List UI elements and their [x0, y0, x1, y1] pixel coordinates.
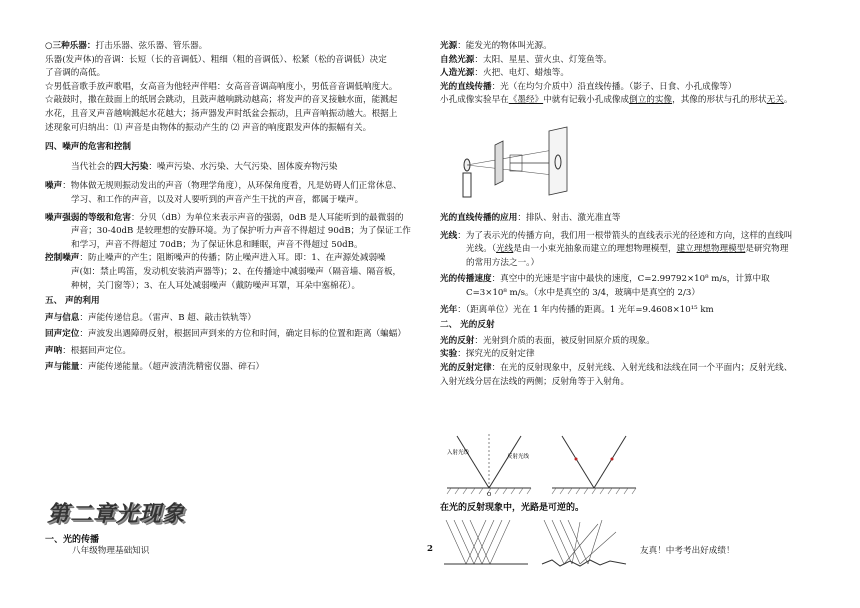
pitch-line-2: 了音调的高低。	[45, 68, 106, 79]
screen	[549, 127, 567, 195]
pitch-line-1: 乐器(发声体)的音调：长短（长的音调低）、粗细（粗的音调低）、松紧（松的音调低）决定	[45, 54, 387, 65]
light-speed-1: 光的传播速度：真空中的光速是宇宙中最快的速度，C=2.99792×10⁸ m/s，计算中取	[440, 274, 770, 285]
light-source: 光源：能发光的物体叫光源。	[440, 41, 552, 51]
footer-left: 八年级物理基础知识	[72, 546, 150, 556]
ray-def-1: 光线：为了表示光的传播方向，我们用一根带箭头的直线表示光的径迹和方向，这样的直线叫	[440, 230, 793, 241]
reflection-law-1: 光的反射定律：在光的反射现象中，反射光线、入射光线和法线在同一个平面内；反射光线、	[440, 362, 793, 373]
chapter-title: 第二章光现象	[47, 501, 186, 527]
control-line-2: 声(如：禁止鸣笛，发动机安装消声器等)；2、在传播途中减弱噪声（隔音墙、隔音板，	[71, 266, 402, 277]
page-number: 2	[427, 544, 433, 554]
straight-line-uses: 光的直线传播的应用：排队、射击、激光准直等	[440, 213, 621, 223]
drum-line-2: 水花，且音叉声音越响溅起水花越大；扬声器发声时纸盆会振动，且声音响振动越大。根据上	[45, 108, 398, 119]
artificial-source: 人造光源：火把、电灯、蜡烛等。	[440, 68, 569, 79]
reflection-def: 光的反射：光射到介质的表面，被反射回原介质的现象。	[440, 335, 655, 346]
control-line-1: 控制噪声：防止噪声的产生；阻断噪声的传播；防止噪声进入耳。即：1、在声源处减弱噪	[45, 253, 386, 264]
footer-right: 友真！中考考出好成绩！	[640, 546, 735, 556]
diffuse-reflection-diagram	[540, 520, 630, 570]
drum-line-3: 述现象可归纳出：⑴ 声音是由物体的振动产生的 ⑵ 声音的响度跟发声体的振幅有关。	[45, 122, 372, 133]
pinhole-diagram	[455, 125, 585, 205]
reversible-statement: 在光的反射现象中，光路是可逆的。	[440, 503, 585, 513]
use-info: 声与信息：声能传递信息。（雷声、B 超、敲击铁轨等）	[45, 312, 257, 323]
specular-reflection-diagram	[442, 520, 532, 570]
ray-def-3: 的常用方法之一。）	[466, 257, 540, 268]
pinhole-plate	[495, 141, 503, 185]
left-column	[45, 40, 425, 375]
candle-icon	[463, 173, 471, 197]
singer-line: ☆男低音歌手放声歌唱，女高音为他轻声伴唱：女高音音调高响度小，男低音音调低响度大。	[45, 81, 398, 92]
ray-def-2: 光线。（光线是由一小束光抽象而建立的理想物理模型，建立理想物理模型是研究物理	[466, 244, 789, 255]
reflected-label: 反射光线	[507, 454, 530, 460]
control-line-3: 种树，关门窗等）；3、在人耳处减弱噪声（戴防噪声耳罩，耳朵中塞棉花）。	[71, 280, 361, 291]
pollution-line: 当代社会的四大污染：噪声污染、水污染、大气污染、固体废弃物污染	[71, 161, 338, 172]
instrument-line: ○三种乐器：打击乐器、弦乐器、管乐器。	[45, 41, 208, 51]
natural-source: 自然光源：太阳、星星、萤火虫、灯笼鱼等。	[440, 54, 612, 65]
right-column	[440, 40, 825, 108]
incident-label: 入射光线	[447, 450, 470, 456]
pinhole-line: 小孔成像实验早在《墨经》中就有记载小孔成像成倒立的实像，其像的形状与孔的形状无关。	[440, 95, 793, 106]
level-line-1: 噪声强弱的等级和危害：分贝（dB）为单位来表示声音的强弱，0dB 是人耳能听到的最微弱的	[45, 212, 404, 223]
straight-line: 光的直线传播：光（在均匀介质中）沿直线传播。（影子、日食、小孔成像等）	[440, 81, 737, 92]
reflection-exp: 实验：探究光的反射定律	[440, 349, 535, 360]
section-noise-heading: 四、噪声的危害和控制	[45, 142, 131, 153]
section-use-heading: 五、 声的利用	[45, 296, 100, 307]
use-sonar: 声呐：根据回声定位。	[45, 345, 131, 356]
light-year: 光年：（距离单位）光在 1 年内传播的距离。1 光年=9.4608×10¹⁵ km	[440, 304, 714, 315]
section-light-propagation: 一、光的传播	[45, 535, 100, 545]
use-echo: 回声定位：声波发出遇障碍反射，根据回声到来的方位和时间，确定目标的位置和距离（蝙蝠）	[45, 329, 406, 340]
point-o-label: O	[487, 492, 492, 498]
level-line-3: 和学习，声音不得超过 70dB；为了保证休息和睡眠，声音不得超过 50dB。	[71, 239, 363, 250]
reflection-diagram-1	[443, 432, 535, 498]
noise-def-1: 噪声：物体做无规则振动发出的声音（物理学角度），从环保角度看，凡是妨碍人们正常休息、	[45, 181, 402, 192]
arrow-marker	[611, 458, 614, 461]
section-reflection-heading: 二、 光的反射	[440, 320, 495, 331]
level-line-2: 声音；30-40dB 是较理想的安静环境。为了保护听力声音不得超过 90dB；为了保证工作	[71, 226, 411, 237]
reflection-diagram-2	[548, 432, 640, 498]
light-speed-2: C=3×10⁸ m/s。（水中是真空的 3/4，玻璃中是真空的 2/3）	[466, 287, 700, 298]
use-energy: 声与能量：声能传递能量。（超声波清洗精密仪器、碎石）	[45, 362, 265, 373]
arrow-marker	[575, 458, 578, 461]
right-column-2	[440, 212, 825, 389]
drum-line-1: ☆敲鼓时，撒在鼓面上的纸屑会跳动，且鼓声越响跳动越高；将发声的音叉接触水面，能溅起	[45, 95, 398, 106]
noise-def-2: 学习、和工作的声音，以及对人要听到的声音产生干扰的声音，都属于噪声。	[71, 194, 364, 205]
reflection-law-2: 入射光线分居在法线的两侧；反射角等于入射角。	[440, 376, 630, 387]
